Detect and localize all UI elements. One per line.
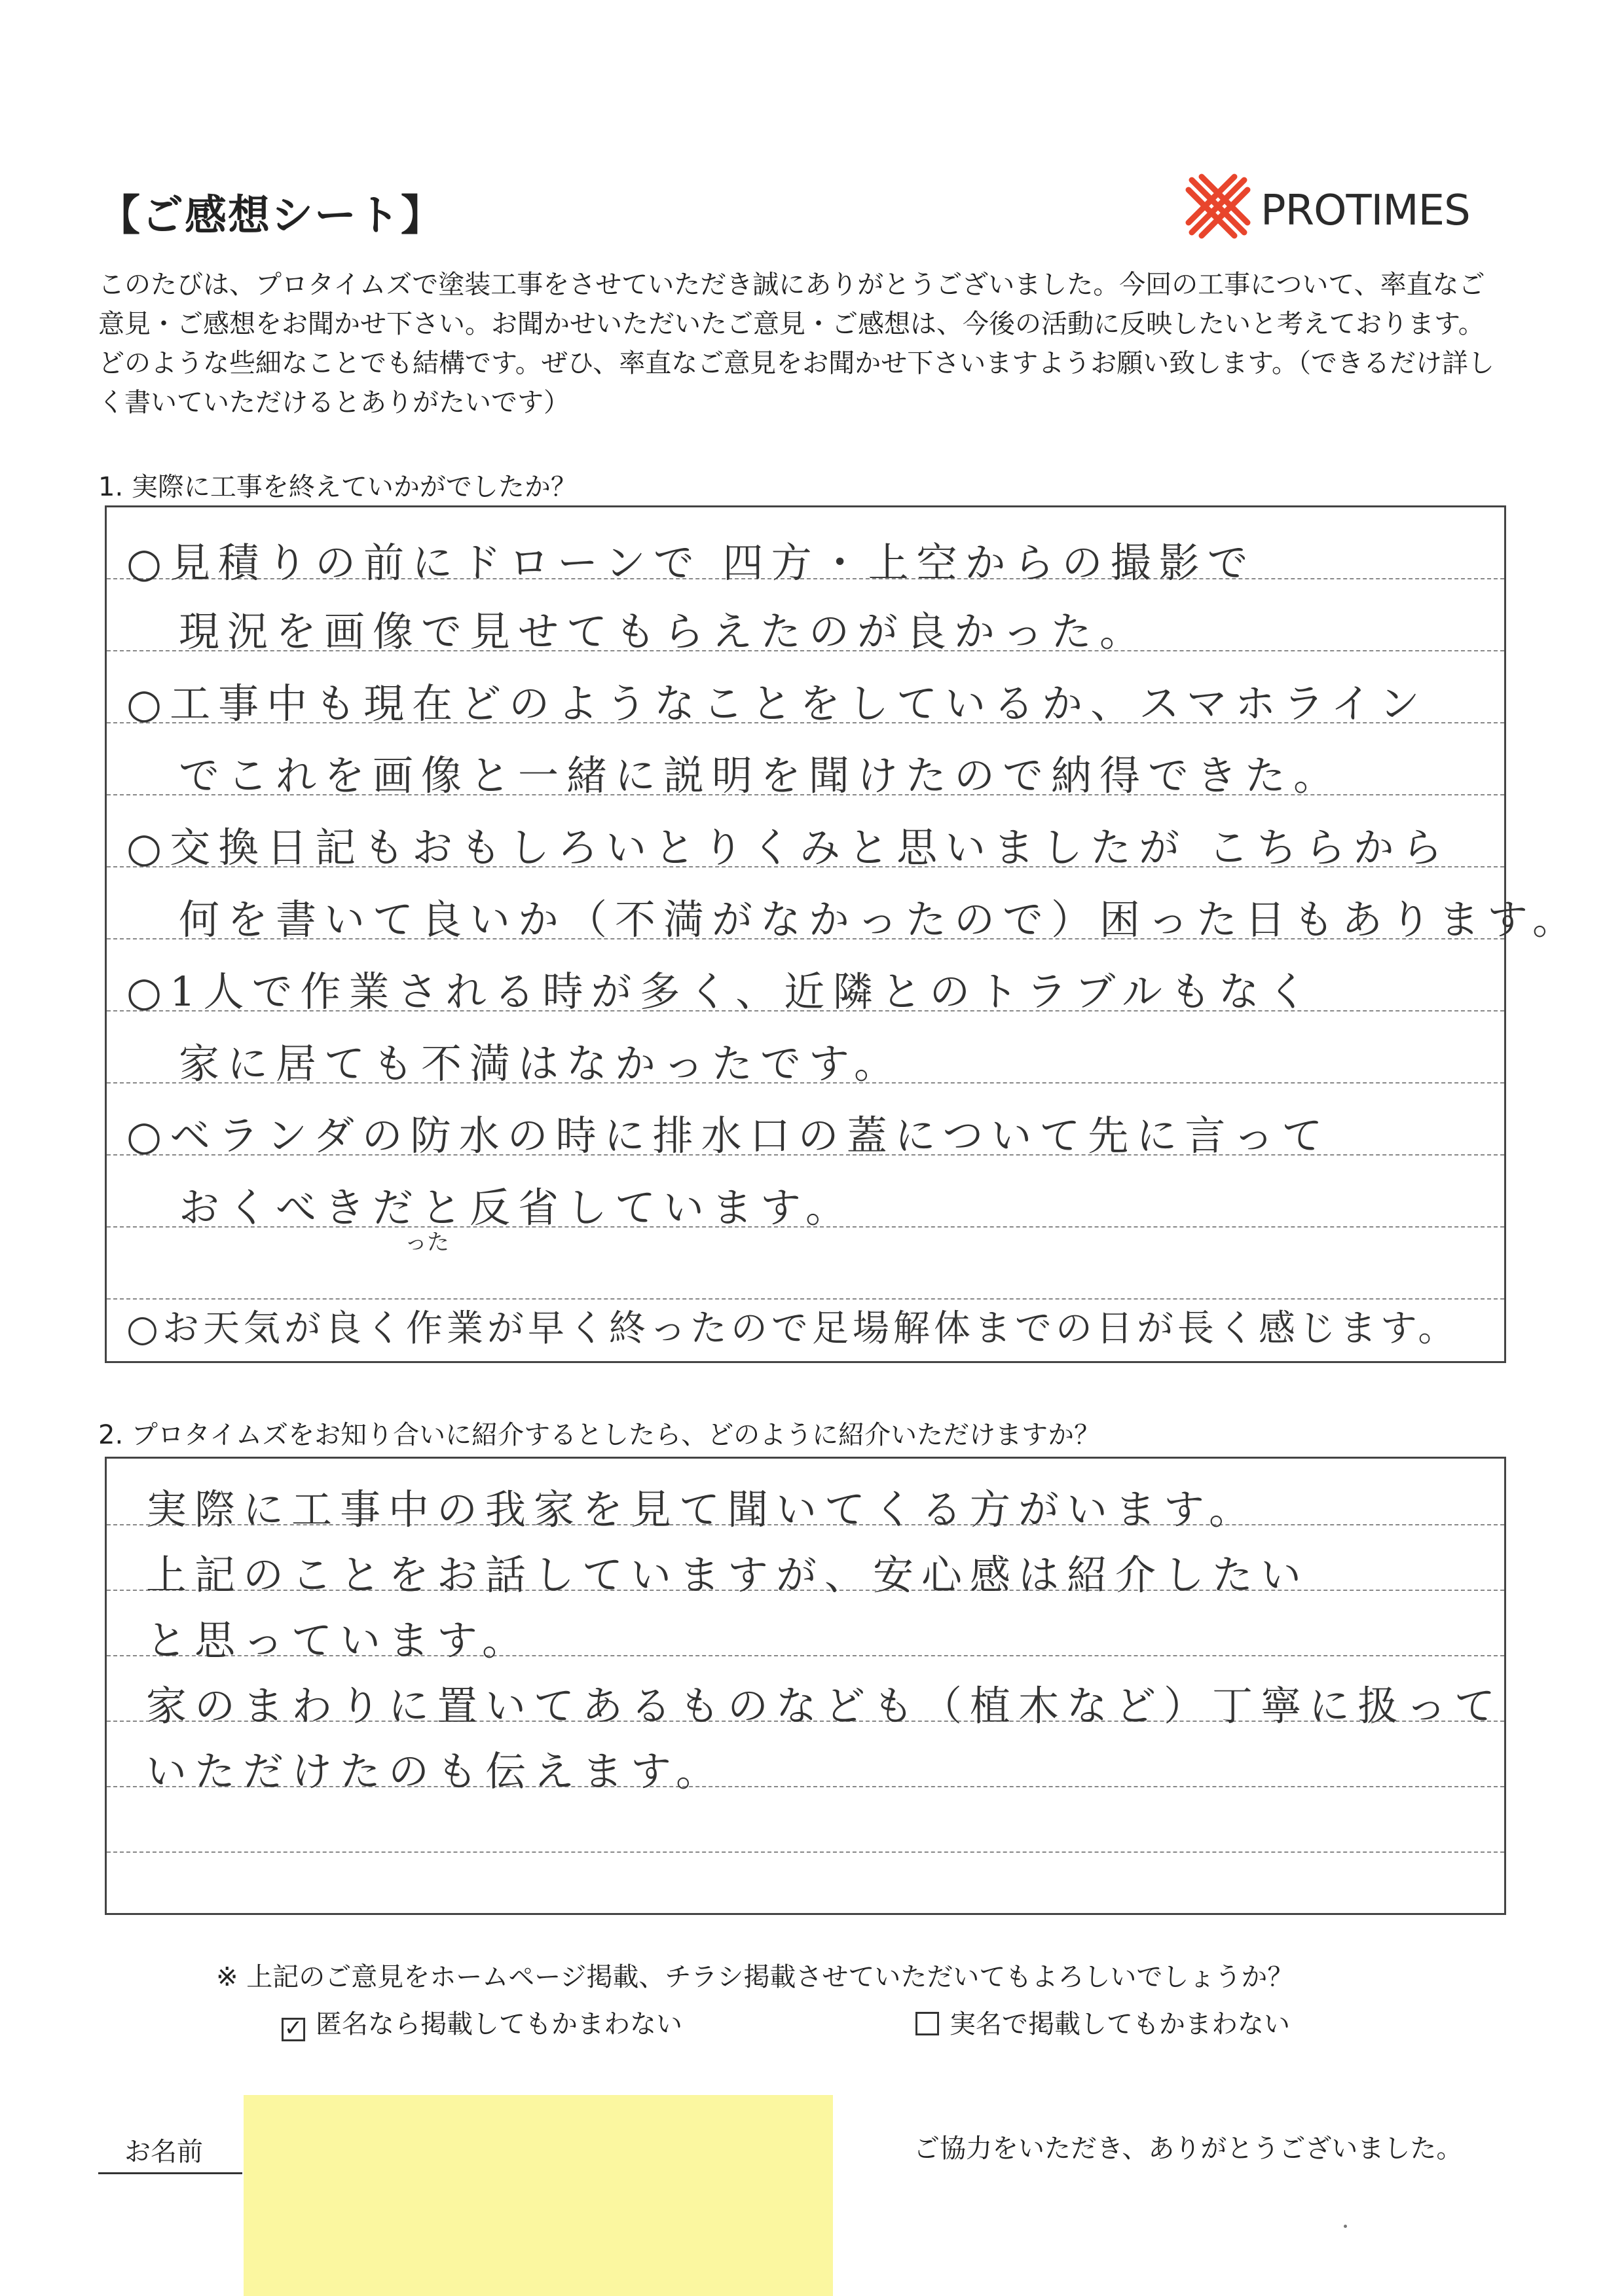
answer-1-line: ○ベランダの防水の時に排水口の蓋について先に言って [126,1112,1331,1159]
option-realname[interactable] [915,2003,1290,2041]
speck [1344,2225,1347,2228]
answer-box-2 [105,1457,1506,1915]
checkbox-realname-icon[interactable] [915,2012,939,2035]
answer-1-line: ○交換日記もおもしろいとりくみと思いましたが こちらから [126,824,1450,871]
answer-1-line: 現況を画像で見せてもらえたのが良かった。 [179,608,1149,655]
consent-note: ※ 上記のご意見をホームページ掲載、チラシ掲載させていただいてもよろしいでしょうか？ [216,1962,1294,1992]
answer-2-line: いただけたのも伝えます。 [146,1747,725,1795]
answer-box-1 [105,505,1581,1363]
protimes-logo-icon [1179,167,1257,246]
thanks-message: ご協力をいただき、ありがとうございました。 [913,2134,1463,2164]
answer-1-line: おくべきだと反省しています。 [179,1184,855,1231]
protimes-logo [1179,167,1506,246]
answer-1-line: ○1人で作業される時が多く、近隣とのトラブルもなく [126,968,1316,1015]
name-label: お名前 [124,2137,203,2167]
answer-2-line: 実際に工事中の我家を見て聞いてくる方がいます。 [146,1485,1258,1533]
answer-1-line: 何を書いて良いか（不満がなかったので）困った日もあります。 [179,896,1581,943]
intro-paragraph: このたびは、プロタイムズで塗装工事をさせていただき誠にありがとうございました。今回の工事について、率直なご意見・ご感想をお聞かせ下さい。お聞かせいただいたご意見・ご感想は、今後の活動に反映したいと考えております。どのような些細なことでも結構です。ぜひ、率直なご意見をお聞かせ下さいますようお願い致します。（できるだけ詳しく書いていただけるとありがたいです） [98,270,1494,418]
option-anonymous-label: 匿名なら掲載してもかまわない [316,2009,682,2039]
name-redaction [244,2095,833,2296]
logo-text: PROTIMES [1261,187,1470,235]
name-underline [98,2172,242,2174]
option-anonymous[interactable] [282,2003,682,2041]
question-1-label: 1. 実際に工事を終えていかがでしたか？ [98,472,577,502]
answer-1-line: ○見積りの前にドローンで 四方・上空からの撮影で [126,539,1256,587]
answer-1-line: ○工事中も現在どのようなことをしているか、スマホライン [126,680,1428,727]
insert-mark: った [405,1230,449,1256]
answer-1-line: でこれを画像と一緒に説明を聞けたので納得できた。 [179,752,1342,799]
answer-2-line: と思っています。 [146,1616,531,1664]
answer-1-line: 家に居ても不満はなかったです。 [179,1040,903,1087]
answer-1-line: ○お天気が良く作業が早く終ったので足場解体までの日が長く感じます。 [126,1307,1459,1350]
question-2-label: 2. プロタイムズをお知り合いに紹介するとしたら、どのように紹介いただけますか？ [98,1420,1101,1450]
option-realname-label: 実名で掲載してもかまわない [950,2009,1290,2039]
answer-2-line: 家のまわりに置いてあるものなども（植木など）丁寧に扱って [146,1682,1504,1730]
page-title: 【ご感想シート】 [98,192,444,240]
checkbox-anonymous-icon[interactable]: ✓ [282,2018,305,2041]
answer-2-line: 上記のことをお話していますが、安心感は紹介したい [146,1551,1310,1599]
